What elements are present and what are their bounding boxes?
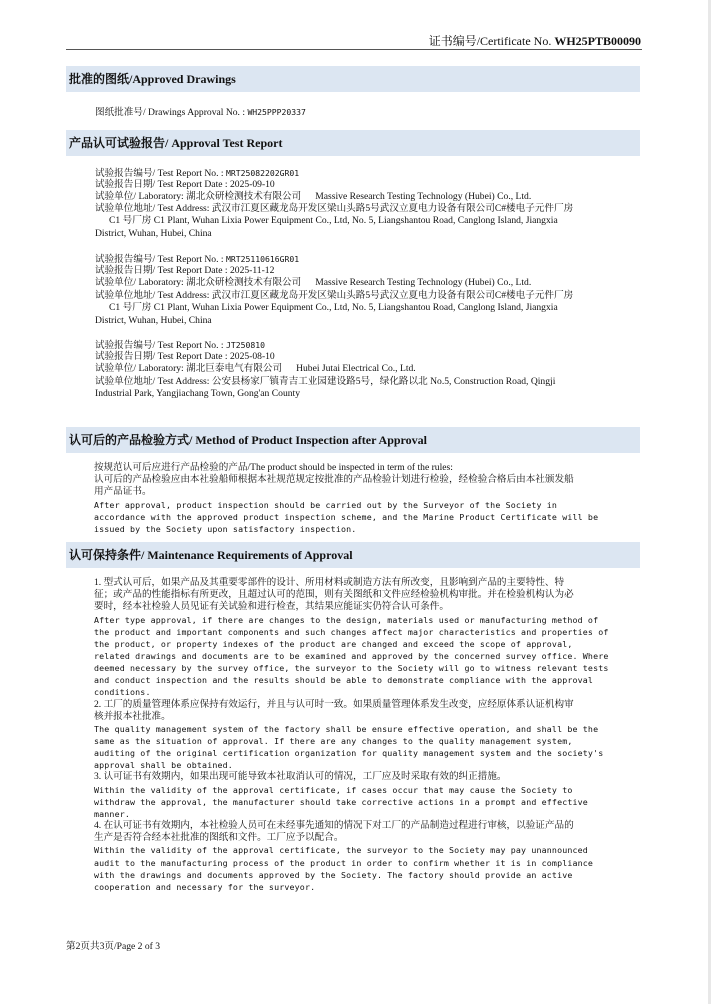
maintenance-line: Within the validity of the approval certificate, the surveyor to the Society may pay unannounced bbox=[94, 845, 588, 856]
maintenance-line: manner. bbox=[94, 808, 131, 819]
maintenance-line: cooperation and necessary for the surveyor. bbox=[94, 881, 316, 892]
section-title: 认可保持条件/ Maintenance Requirements of Approval bbox=[69, 548, 353, 562]
report-date-row bbox=[95, 179, 275, 191]
section-title: 批准的图纸/Approved Drawings bbox=[69, 72, 236, 86]
inspection-section-header bbox=[66, 427, 640, 453]
report-number: JT250810 bbox=[225, 340, 265, 350]
laboratory-label: 试验单位/ Laboratory: bbox=[95, 191, 187, 202]
laboratory-name-cn: 湖北众研检测技术有限公司 bbox=[186, 277, 302, 288]
drawings-approval-label: 图纸批准号/ Drawings Approval No. : bbox=[95, 107, 248, 118]
maintenance-line: the product, or property indexes of the product are changed and exceed the scope of approval, bbox=[94, 638, 573, 649]
report-date-label: 试验报告日期/ Test Report Date : bbox=[95, 351, 230, 362]
inspection-line: issued by the Society upon satisfactory inspection. bbox=[94, 524, 357, 534]
report-date: 2025-09-10 bbox=[229, 179, 275, 190]
report-number-label: 试验报告编号/ Test Report No. : bbox=[95, 168, 226, 179]
maintenance-line: and conduct inspection and the results should be able to demonstrate compliance with the approval bbox=[94, 675, 594, 686]
test-address-line: 试验单位地址/ Test Address: 武汉市江夏区藏龙岛开发区梁山头路5号武汉立夏电力设备有限公司C#楼电子元件厂房 bbox=[95, 290, 574, 301]
approved-drawings-section-header bbox=[66, 66, 640, 92]
test-address-line: District, Wuhan, Hubei, China bbox=[95, 228, 212, 239]
maintenance-line: 核并报本社批准。 bbox=[94, 710, 171, 722]
maintenance-line: conditions. bbox=[94, 687, 151, 698]
maintenance-line: After type approval, if there are changes to the design, materials used or manufacturing method of bbox=[94, 614, 599, 625]
maintenance-line: 3. 认可证书有效期内，如果出现可能导致本社取消认可的情况，工厂应及时采取有效的纠正措施。 bbox=[94, 771, 507, 783]
report-number-label: 试验报告编号/ Test Report No. : bbox=[95, 254, 226, 265]
maintenance-line: The quality management system of the factory shall be ensure effective operation, and shall be the bbox=[94, 723, 599, 734]
laboratory-label: 试验单位/ Laboratory: bbox=[95, 277, 187, 288]
report-number: MRT25110616GR01 bbox=[225, 254, 300, 264]
maintenance-line: approval shall be obtained. bbox=[94, 760, 233, 771]
laboratory-row bbox=[95, 191, 531, 203]
maintenance-line: 1. 型式认可后，如果产品及其重要零部件的设计、所用材料或制造方法有所改变，且影响到产品的主要特性、特 bbox=[94, 577, 565, 588]
report-date: 2025-11-12 bbox=[229, 265, 275, 276]
report-date-label: 试验报告日期/ Test Report Date : bbox=[95, 265, 230, 276]
header-rule bbox=[66, 49, 642, 50]
drawings-approval-row bbox=[95, 106, 306, 119]
test-report-section-header bbox=[66, 130, 640, 156]
certificate-number: WH25PTB00090 bbox=[554, 34, 641, 48]
maintenance-line: withdraw the approval, the manufacturer should take corrective actions in a prompt and effective bbox=[94, 796, 588, 807]
report-number-label: 试验报告编号/ Test Report No. : bbox=[95, 340, 226, 351]
maintenance-section-header bbox=[66, 542, 640, 568]
laboratory-label: 试验单位/ Laboratory: bbox=[95, 363, 187, 374]
test-address-line: 试验单位地址/ Test Address: 武汉市江夏区藏龙岛开发区梁山头路5号武汉立夏电力设备有限公司C#楼电子元件厂房 bbox=[95, 203, 574, 214]
report-number: MRT25082202GR01 bbox=[225, 168, 300, 178]
test-address-line: C1 号厂房 C1 Plant, Wuhan Lixia Power Equipment Co., Ltd, No. 5, Liangshantou Road, Canglong Island, Jiangxia bbox=[109, 215, 558, 226]
maintenance-line: Within the validity of the approval certificate, if cases occur that may cause the Society to bbox=[94, 784, 573, 795]
test-address-line: C1 号厂房 C1 Plant, Wuhan Lixia Power Equipment Co., Ltd, No. 5, Liangshantou Road, Canglong Island, Jiangxia bbox=[109, 302, 558, 313]
maintenance-line: 2. 工厂的质量管理体系应保持有效运行，并且与认可时一致。如果质量管理体系发生改变，应经原体系认证机构审 bbox=[94, 698, 574, 710]
inspection-line: 用产品证书。 bbox=[94, 486, 152, 497]
maintenance-line: deemed necessary by the survey office, the surveyor to the Society will go to witness relevant tests bbox=[94, 663, 609, 673]
test-address-line: District, Wuhan, Hubei, China bbox=[95, 315, 212, 326]
laboratory-name-cn: 湖北众研检测技术有限公司 bbox=[186, 191, 302, 202]
inspection-line: accordance with the approved product inspection scheme, and the Marine Product Certificate will be bbox=[94, 512, 599, 522]
laboratory-name-cn: 湖北巨泰电气有限公司 bbox=[186, 363, 283, 374]
test-address-line: 试验单位地址/ Test Address: 公安县杨家厂镇青吉工业园建设路5号，绿化路以北 No.5, Construction Road, Qingji bbox=[95, 376, 556, 387]
test-address-line: Industrial Park, Yangjiachang Town, Gong'an County bbox=[95, 388, 300, 399]
laboratory-name-en: Massive Research Testing Technology (Hubei) Co., Ltd. bbox=[315, 191, 532, 202]
certificate-label: 证书编号/Certificate No. bbox=[428, 34, 555, 48]
maintenance-line: 要时，经本社检验人员见证有关试验和进行检查，其结果应能证实仍符合认可条件。 bbox=[94, 601, 449, 613]
laboratory-name-en: Hubei Jutai Electrical Co., Ltd. bbox=[296, 363, 416, 374]
maintenance-line: 征；或产品的性能指标有所更改，且超过认可的范围，则有关图纸和文件应经检验机构审批。并在检验机构认为必 bbox=[94, 589, 574, 601]
section-title: 认可后的产品检验方式/ Method of Product Inspection after Approval bbox=[69, 433, 428, 447]
inspection-text: 按规范认可后应进行产品检验的产品/The product should be inspected in term of the rules: bbox=[94, 462, 453, 473]
inspection-line: 认可后的产品检验应由本社验船师根据本社规范规定按批准的产品检验计划进行检验，经检验合格后由本社颁发船 bbox=[94, 474, 574, 485]
laboratory-row bbox=[95, 277, 531, 289]
maintenance-line: auditing of the original certification organization for quality management system and the society's bbox=[94, 748, 604, 759]
inspection-line bbox=[94, 462, 453, 474]
laboratory-name-en: Massive Research Testing Technology (Hubei) Co., Ltd. bbox=[315, 277, 532, 288]
inspection-line: After approval, product inspection should be carried out by the Surveyor of the Society in bbox=[94, 500, 558, 510]
maintenance-line: 4. 在认可证书有效期内，本社检验人员可在未经事先通知的情况下对工厂的产品制造过程进行审核，以验证产品的 bbox=[94, 820, 574, 831]
laboratory-row bbox=[95, 363, 416, 375]
report-date: 2025-08-10 bbox=[229, 351, 275, 362]
maintenance-line: audit to the manufacturing process of the product in order to confirm whether it is in compliance bbox=[94, 857, 594, 868]
report-date-row bbox=[95, 265, 274, 277]
report-date-label: 试验报告日期/ Test Report Date : bbox=[95, 179, 230, 190]
drawings-approval-value: WH25PPP20337 bbox=[247, 107, 306, 117]
maintenance-line: the product and important components and such changes affect major characteristics and properties of bbox=[94, 626, 609, 637]
certificate-number-header bbox=[429, 34, 641, 48]
page-footer: 第2页共3页/Page 2 of 3 bbox=[66, 941, 161, 952]
section-title: 产品认可试验报告/ Approval Test Report bbox=[69, 136, 283, 150]
report-date-row bbox=[95, 351, 275, 363]
maintenance-line: same as the situation of approval. If there are any changes to the quality management system, bbox=[94, 736, 573, 746]
maintenance-line: related drawings and documents are to be examined and approved by the concerned survey office. Where bbox=[94, 650, 609, 661]
maintenance-line: 生产是否符合经本社批准的图纸和文件。工厂应予以配合。 bbox=[94, 832, 344, 844]
maintenance-line: with the drawings and documents approved by the Society. The factory should provide an active bbox=[94, 869, 573, 880]
